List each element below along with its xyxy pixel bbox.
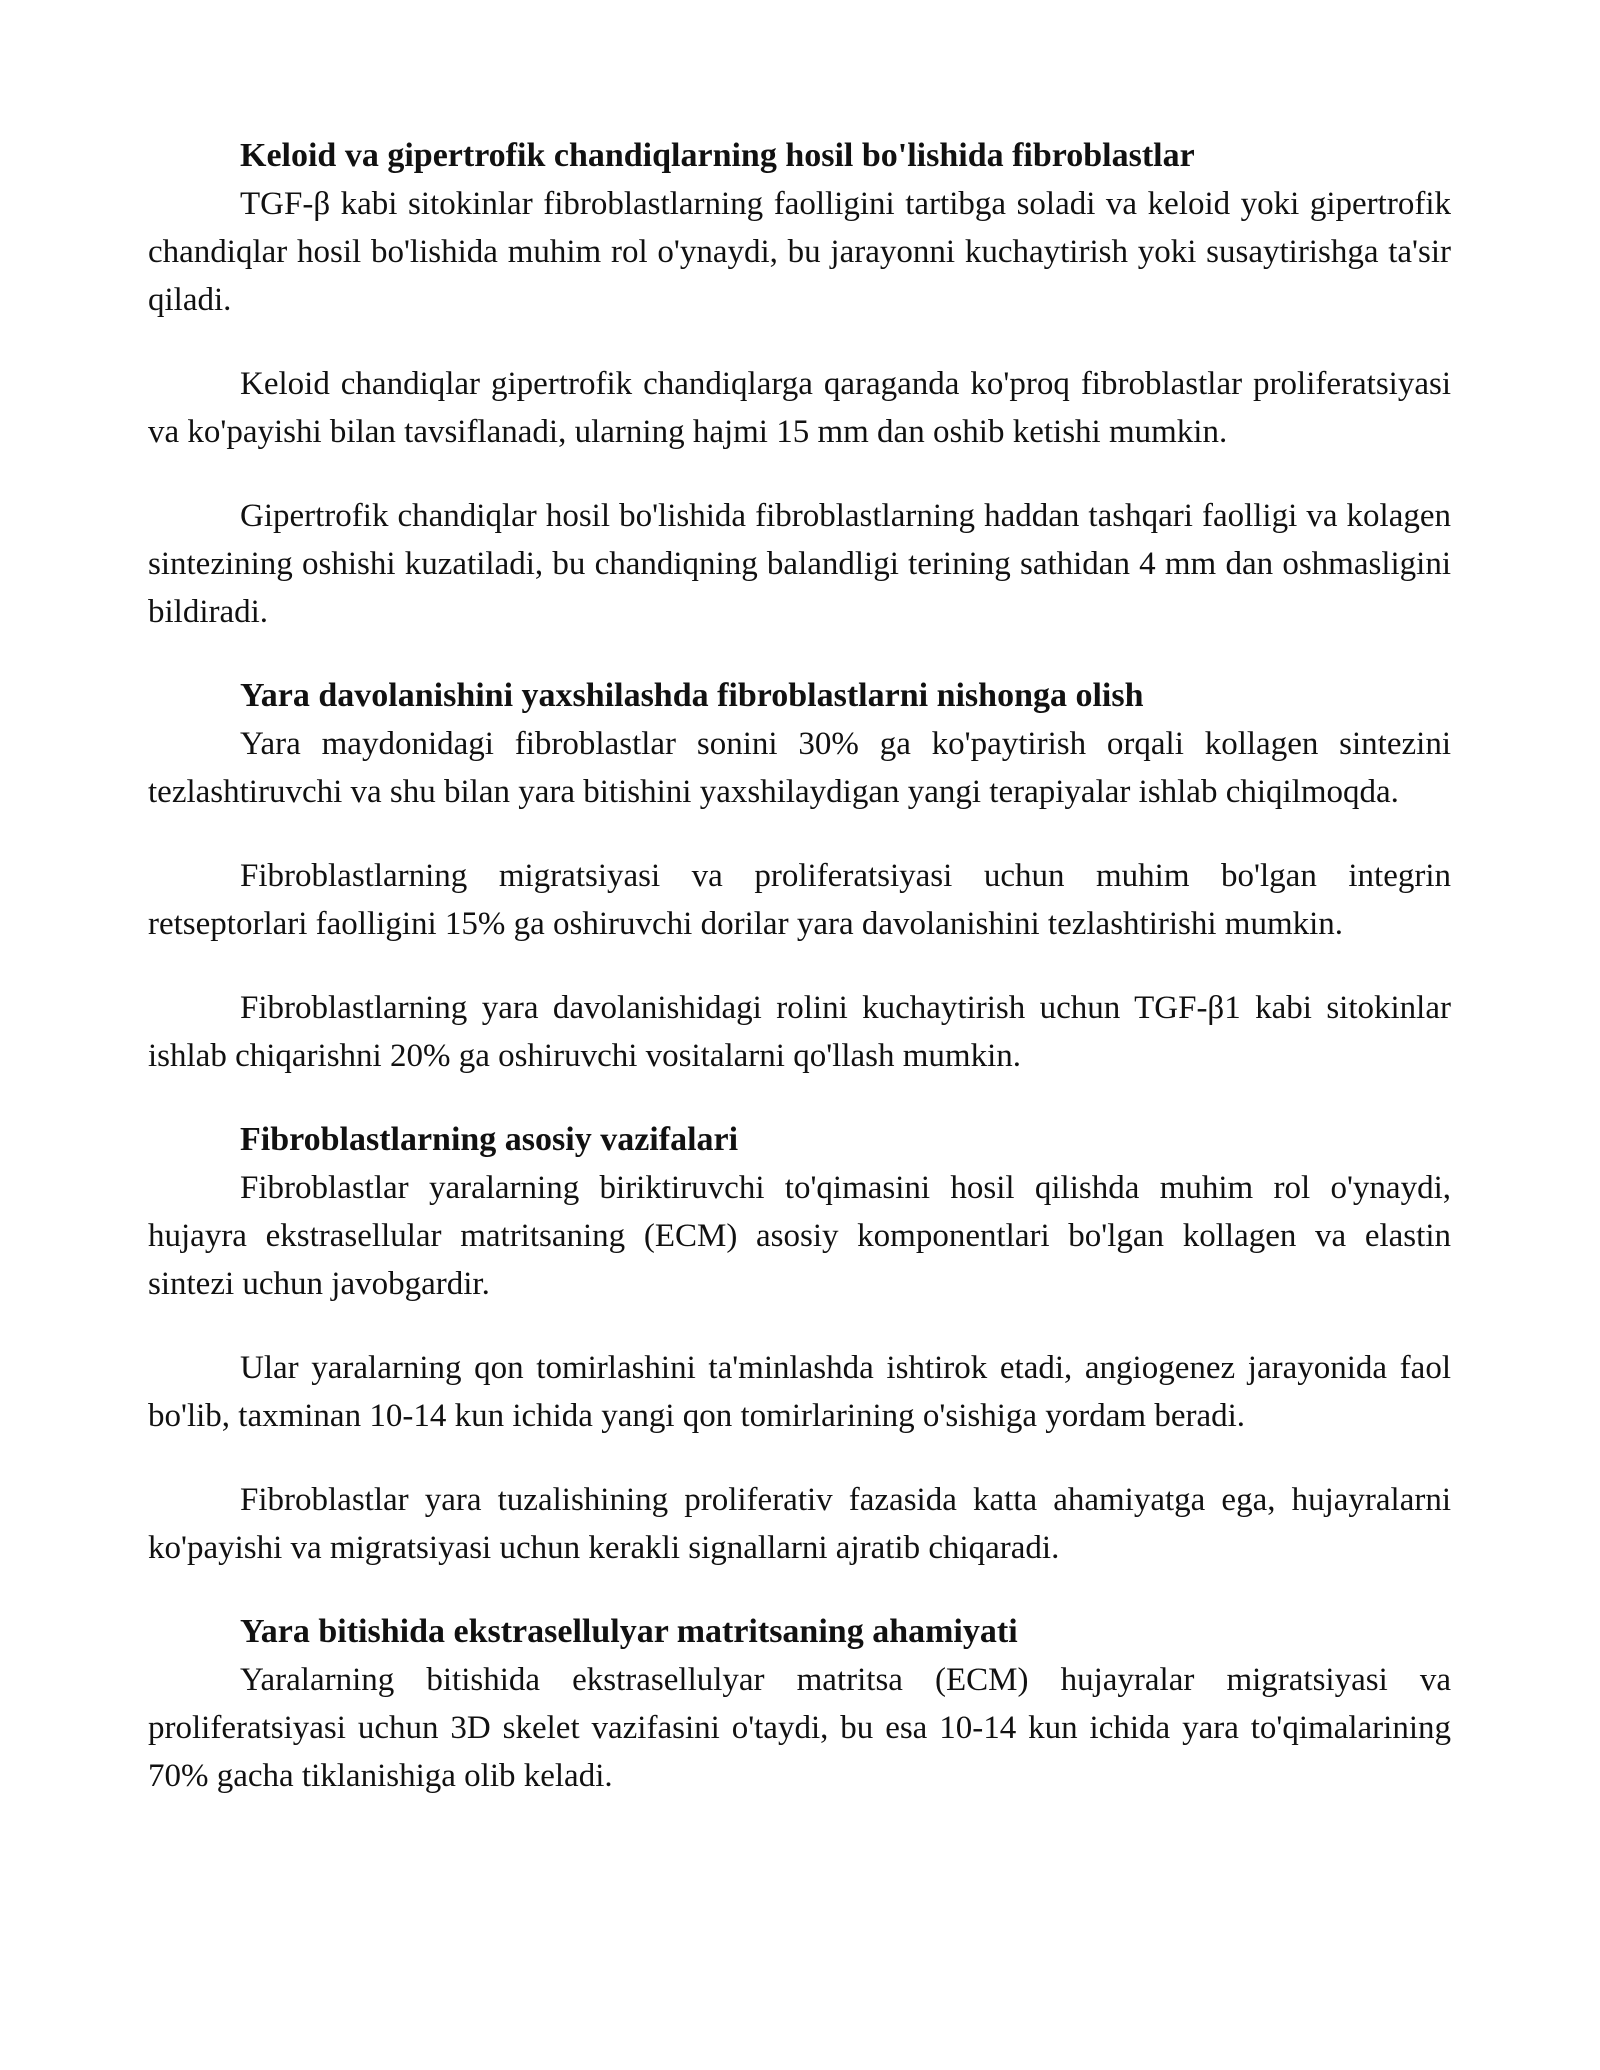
section-heading: Keloid va gipertrofik chandiqlarning hosil bo'lishida fibroblastlar [240,137,1195,174]
paragraph: Fibroblastlarning yara davolanishidagi rolini kuchaytirish uchun TGF-β1 kabi sitokinlar ishlab chiqarishni 20% ga oshiruvchi vositalarni qo'llash mumkin. [148,990,1451,1074]
paragraph: Yara maydonidagi fibroblastlar sonini 30% ga ko'paytirish orqali kollagen sintezini tezlashtiruvchi va shu bilan yara bitishini yaxshilaydigan yangi terapiyalar ishlab chiqilmoqda. [148,726,1451,810]
section-heading: Yara bitishida ekstrasellulyar matritsaning ahamiyati [240,1613,1018,1650]
paragraph: Ular yaralarning qon tomirlashini ta'minlashda ishtirok etadi, angiogenez jarayonida faol bo'lib, taxminan 10-14 kun ichida yangi qon tomirlarining o'sishiga yordam beradi. [148,1350,1451,1434]
paragraph: Keloid chandiqlar gipertrofik chandiqlarga qaraganda ko'proq fibroblastlar proliferatsiyasi va ko'payishi bilan tavsiflanadi, ularning hajmi 15 mm dan oshib ketishi mumkin. [148,366,1451,450]
paragraph: Fibroblastlarning migratsiyasi va proliferatsiyasi uchun muhim bo'lgan integrin retseptorlari faolligini 15% ga oshiruvchi dorilar yara davolanishini tezlashtirishi mumkin. [148,858,1451,942]
section-keloid [148,132,1451,636]
section-ecm [148,1608,1451,1800]
section-heading: Yara davolanishini yaxshilashda fibroblastlarni nishonga olish [240,677,1144,714]
paragraph: Gipertrofik chandiqlar hosil bo'lishida fibroblastlarning haddan tashqari faolligi va kolagen sintezining oshishi kuzatiladi, bu chandiqning balandligi terining sathidan 4 mm dan oshmasligini bildiradi. [148,498,1451,630]
paragraph: Fibroblastlar yaralarning biriktiruvchi to'qimasini hosil qilishda muhim rol o'ynaydi, hujayra ekstrasellular matritsaning (ECM) asosiy komponentlari bo'lgan kollagen va elastin sintezi uchun javobgardir. [148,1170,1451,1302]
section-heading: Fibroblastlarning asosiy vazifalari [240,1121,739,1158]
section-targeting [148,672,1451,1080]
document-page [148,132,1451,1800]
section-functions [148,1116,1451,1572]
paragraph: Yaralarning bitishida ekstrasellulyar matritsa (ECM) hujayralar migratsiyasi va proliferatsiyasi uchun 3D skelet vazifasini o'taydi, bu esa 10-14 kun ichida yara to'qimalarining 70% gacha tiklanishiga olib keladi. [148,1662,1451,1794]
paragraph: TGF-β kabi sitokinlar fibroblastlarning faolligini tartibga soladi va keloid yoki gipertrofik chandiqlar hosil bo'lishida muhim rol o'ynaydi, bu jarayonni kuchaytirish yoki susaytirishga ta'sir qiladi. [148,186,1451,318]
paragraph: Fibroblastlar yara tuzalishining proliferativ fazasida katta ahamiyatga ega, hujayralarni ko'payishi va migratsiyasi uchun kerakli signallarni ajratib chiqaradi. [148,1482,1451,1566]
